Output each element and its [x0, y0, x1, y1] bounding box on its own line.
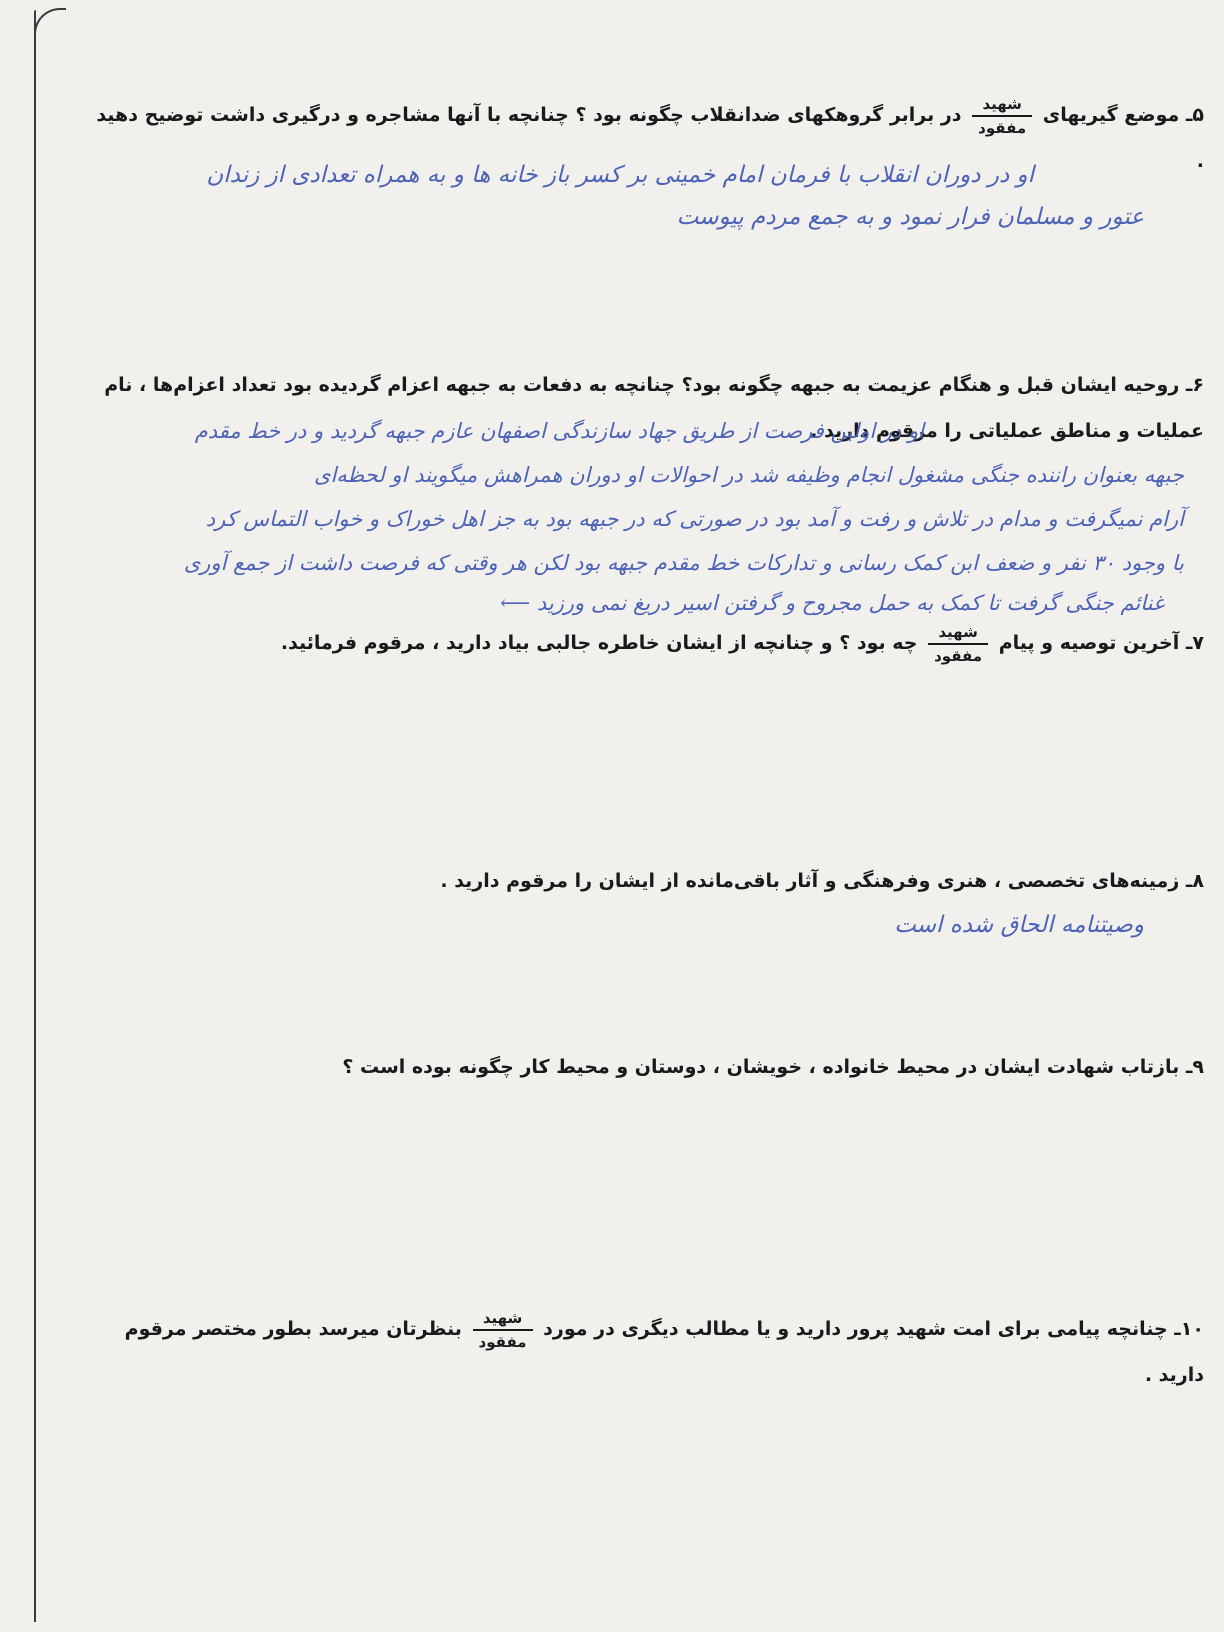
- fraction-bottom: مفقود: [928, 643, 988, 665]
- question-7-number: ۷ـ: [1185, 632, 1204, 654]
- fraction-top: شهید: [482, 1308, 523, 1327]
- question-10-text-a: چنانچه پیامی برای امت شهید پرور دارید و یا مطالب دیگری در مورد: [543, 1318, 1168, 1340]
- question-6-text: روحیه ایشان قبل و هنگام عزیمت به جبهه چگونه بود؟ چنانچه به دفعات به جبهه اعزام گردیده بود تعداد اعزام‌ها ، نام عملیات و مناطق عملیاتی را مرقوم دارید .: [104, 374, 1204, 442]
- question-10-text-b: بنظرتان میرسد بطور مختصر مرقوم دارید .: [124, 1318, 1204, 1386]
- question-9-number: ۹ـ: [1185, 1056, 1204, 1078]
- question-5-text-a: موضع گیریهای: [1042, 104, 1180, 126]
- answer-6-line-3: آرام نمیگرفت و مدام در تلاش و رفت و آمد بود در صورتی که در جبهه بود به جز اهل خوراک و خواب التماس کرد: [205, 507, 1184, 531]
- question-6-number: ۶ـ: [1185, 374, 1204, 396]
- question-9-text: بازتاب شهادت ایشان در محیط خانواده ، خویشان ، دوستان و محیط کار چگونه بوده است ؟: [342, 1056, 1180, 1078]
- martyr-missing-fraction: [928, 623, 988, 665]
- fraction-top: شهید: [982, 94, 1022, 113]
- question-8-number: ۸ـ: [1185, 870, 1204, 892]
- fraction-bottom: مفقود: [473, 1329, 533, 1351]
- question-7: [84, 620, 1204, 666]
- question-10-number: ۱۰ـ: [1174, 1318, 1204, 1340]
- margin-corner: [34, 8, 66, 34]
- martyr-missing-fraction: [972, 95, 1032, 137]
- answer-6-line-4: با وجود ۳۰ نفر و ضعف ابن کمک رسانی و تدارکات خط مقدم جبهه بود لکن هر وقتی که فرصت داشت از جمع آوری: [183, 551, 1184, 575]
- answer-5-line-1: او در دوران انقلاب با فرمان امام خمینی بر کسر باز خانه ها و به همراه تعدادی از زندان: [206, 162, 1034, 188]
- fraction-bottom: مفقود: [972, 115, 1032, 137]
- answer-5-line-2: عتور و مسلمان فرار نمود و به جمع مردم پیوست: [676, 204, 1144, 230]
- question-7-text-a: آخرین توصیه و پیام: [998, 632, 1180, 654]
- fraction-top: شهید: [938, 622, 978, 641]
- question-9: [84, 1044, 1204, 1090]
- question-8-text: زمینه‌های تخصصی ، هنری وفرهنگی و آثار باقی‌مانده از ایشان را مرقوم دارید .: [440, 870, 1180, 892]
- question-5-text-b: در برابر گروهکهای ضدانقلاب چگونه بود ؟ چنانچه با آنها مشاجره و درگیری داشت توضیح دهید .: [96, 104, 1204, 172]
- margin-line: [34, 10, 36, 1622]
- left-arrow-icon: ⟵: [500, 591, 531, 615]
- answer-6-line-1: او در اولین فرصت از طریق جهاد سازندگی اصفهان عازم جبهه گردید و در خط مقدم: [194, 419, 924, 443]
- answer-6-line-5-text: غنائم جنگی گرفت تا کمک به حمل مجروح و گرفتن اسیر دریغ نمی ورزید: [536, 591, 1164, 615]
- question-5-number: ۵ـ: [1185, 104, 1204, 126]
- answer-8: وصیتنامه الحاق شده است: [894, 912, 1144, 938]
- question-10: [84, 1306, 1204, 1398]
- question-7-text-b: چه بود ؟ و چنانچه از ایشان خاطره جالبی بیاد دارید ، مرقوم فرمائید.: [280, 632, 918, 654]
- martyr-missing-fraction: [473, 1309, 533, 1351]
- answer-6-line-2: جبهه بعنوان راننده جنگی مشغول انجام وظیفه شد در احوالات او دوران همراهش میگویند او لحظه‌ای: [314, 463, 1184, 487]
- question-8: [84, 858, 1204, 904]
